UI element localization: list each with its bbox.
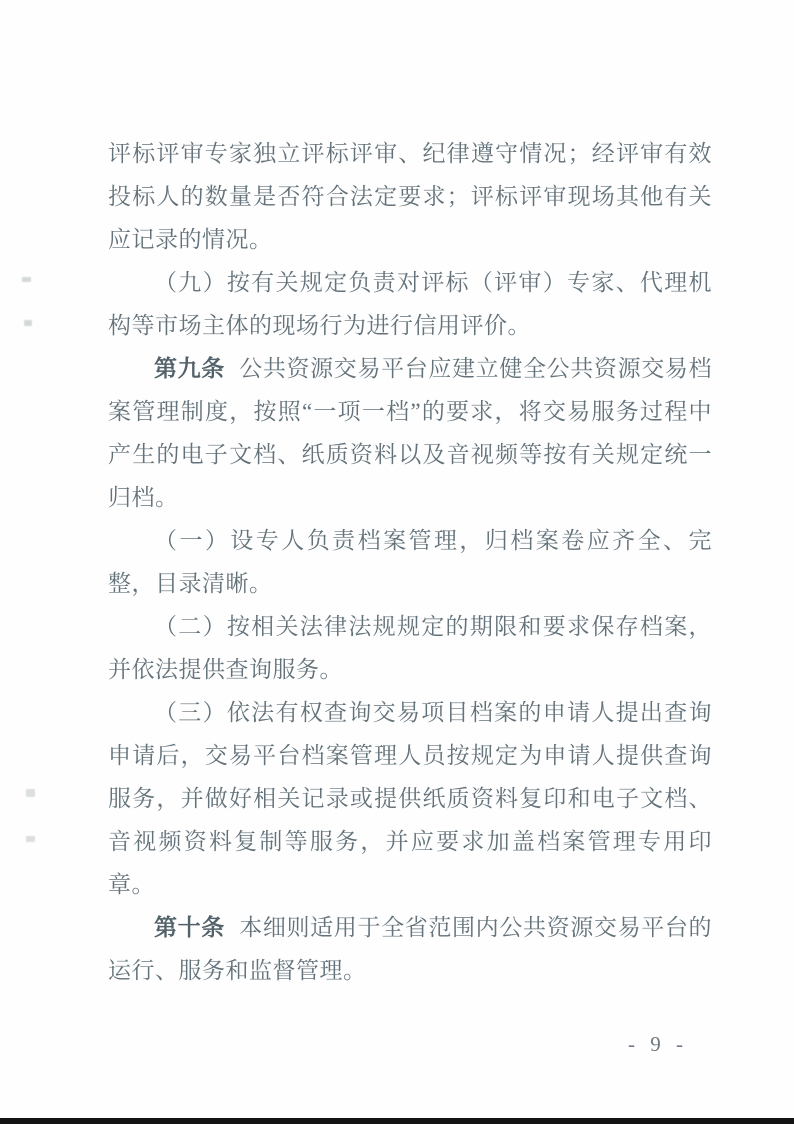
paragraph bbox=[108, 605, 712, 691]
paragraph bbox=[108, 132, 712, 261]
paragraph bbox=[108, 519, 712, 605]
paragraph-text: （九）按有关规定负责对评标（评审）专家、代理机构等市场主体的现场行为进行信用评价。 bbox=[108, 270, 712, 338]
paragraph bbox=[108, 906, 712, 992]
scan-artifact bbox=[24, 320, 32, 326]
paragraph-text: （二）按相关法律法规规定的期限和要求保存档案，并依法提供查询服务。 bbox=[108, 614, 712, 682]
paragraph bbox=[108, 261, 712, 347]
paragraph bbox=[108, 691, 712, 906]
page-number: - 9 - bbox=[628, 1032, 688, 1056]
scan-artifact bbox=[26, 789, 35, 797]
paragraph-text: 公共资源交易平台应建立健全公共资源交易档案管理制度，按照“一项一档”的要求，将交易服务过程中产生的电子文档、纸质资料以及音视频等按有关规定统一归档。 bbox=[108, 356, 713, 510]
paragraph-text: 本细则适用于全省范围内公共资源交易平台的运行、服务和监督管理。 bbox=[108, 915, 713, 983]
scan-artifact bbox=[22, 277, 31, 282]
paragraph-text: （一）设专人负责档案管理，归档案卷应齐全、完整，目录清晰。 bbox=[108, 528, 712, 596]
article-number-bold: 第九条 bbox=[154, 355, 225, 381]
paragraph bbox=[108, 347, 712, 519]
paragraph-text: 评标评审专家独立评标评审、纪律遵守情况；经评审有效投标人的数量是否符合法定要求；评标评审现场其他有关应记录的情况。 bbox=[108, 141, 712, 252]
scan-artifact bbox=[26, 836, 35, 842]
document-body-text bbox=[108, 132, 712, 992]
page-bottom-edge bbox=[0, 1118, 794, 1124]
paragraph-text: （三）依法有权查询交易项目档案的申请人提出查询申请后，交易平台档案管理人员按规定为申请人提供查询服务，并做好相关记录或提供纸质资料复印和电子文档、音视频资料复制等服务，并应要求加盖档案管理专用印章。 bbox=[108, 700, 712, 897]
article-number-bold: 第十条 bbox=[154, 914, 225, 940]
